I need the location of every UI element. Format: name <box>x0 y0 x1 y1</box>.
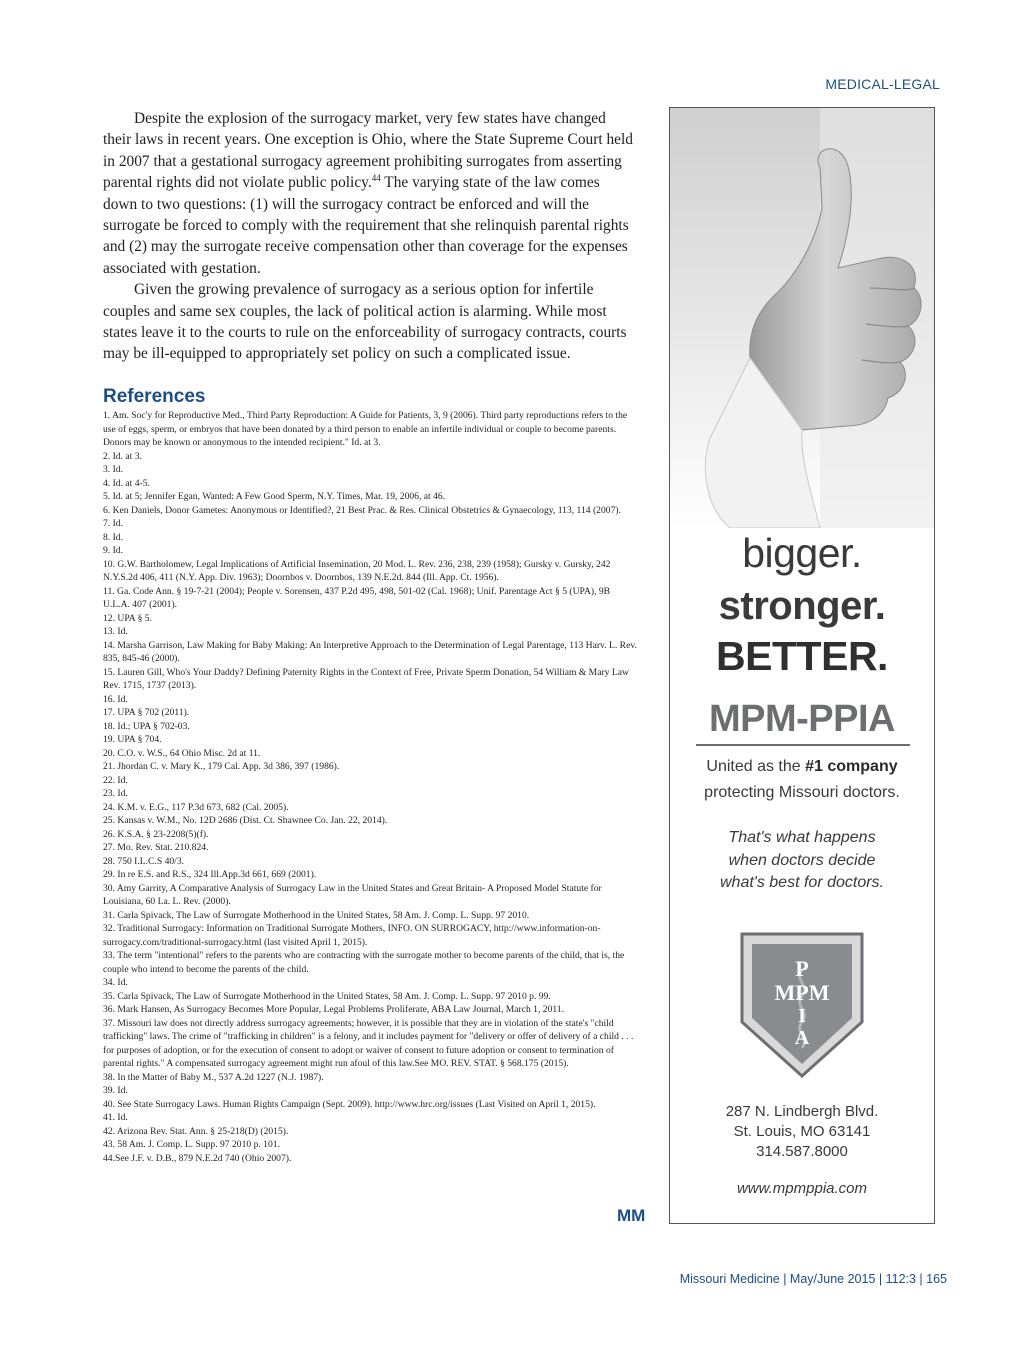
divider <box>696 744 910 746</box>
mpm-crest-logo <box>738 930 866 1080</box>
end-mark: MM <box>617 1206 646 1225</box>
page-footer: Missouri Medicine | May/June 2015 | 112:3 | 165 <box>679 1272 947 1286</box>
reference-item: 6. Ken Daniels, Donor Gametes: Anonymous or Identified?, 21 Best Prac. & Res. Clinical Obstetrics & Gynaecology, 113, 114 (2007). <box>103 504 621 516</box>
slogan-line-2: stronger. <box>718 584 886 628</box>
reference-item: 12. UPA § 5. <box>103 612 152 624</box>
company-claim <box>670 754 934 806</box>
article-paragraph-2: Given the growing prevalence of surrogacy as a serious option for infertile couples and same sex couples, the lack of political action is alarming. While most states leave it to the courts to rule on the enforceability of surrogacy contracts, courts may be ill-equipped to appropriately set policy on such a complicated issue. <box>103 281 627 363</box>
reference-item: 1. Am. Soc'y for Reproductive Med., Third Party Reproduction: A Guide for Patients, 3, 9 (2006). Third party reproductions refers to the use of eggs, sperm, or embryos that have been donated by a third person to enable an infertile individual or couple to become parents. Donors may be known or anonymous to the intended recipient." Id. at 3. <box>103 410 628 448</box>
reference-item: 33. The term "intentional" refers to the parents who are contracting with the surrogate mother to become parents of the child, that is, the couple who intend to become the parents of the child. <box>103 950 625 975</box>
reference-item: 3. Id. <box>103 464 123 475</box>
thumbs-up-icon <box>670 108 934 528</box>
reference-item: 24. K.M. v. E.G., 117 P.3d 673, 682 (Cal. 2005). <box>103 801 289 813</box>
slogan-line-1: bigger. <box>742 530 862 576</box>
brand-name: MPM-PPIA <box>709 698 895 740</box>
reference-item: 11. Ga. Code Ann. § 19-7-21 (2004); People v. Sorensen, 437 P.2d 495, 498, 501-02 (Cal. 1968); Unif. Parentage Act § 5 (UPA), 9B U.L.A. 407 (2001). <box>103 585 611 610</box>
reference-item: 27. Mo. Rev. Stat. 210.824. <box>103 842 209 853</box>
reference-item: 37. Missouri law does not directly address surrogacy agreements; however, it is possible that they are in violation of the state's "child trafficking" laws. The crime of "trafficking in children" is a felony, and it includes payment for "delivery or offer of delivery of a child . . . for purposes of adoption, or for the execution of consent to adopt or waiver of consent to future adoption or consent to termination of parental rights." A compensated surrogacy agreement might run afoul of this law.See MO. REV. STAT. § 568.175 (2015). <box>103 1017 634 1069</box>
reference-item: 42. Arizona Rev. Stat. Ann. § 25-218(D) (2015). <box>103 1125 289 1137</box>
reference-item: 35. Carla Spivack, The Law of Surrogate Motherhood in the United States, 58 Am. J. Comp. L. Supp. 97 2010 p. 99. <box>103 990 551 1002</box>
crest-letter-i: I <box>798 1005 806 1027</box>
reference-item: 7. Id. <box>103 518 123 529</box>
reference-item: 38. In the Matter of Baby M., 537 A.2d 1227 (N.J. 1987). <box>103 1071 324 1083</box>
reference-item: 30. Amy Garrity, A Comparative Analysis of Surrogacy Law in the United States and Great Britain- A Proposed Model Statute for Louisiana, 60 La. L. Rev. (2000). <box>103 882 602 907</box>
reference-item: 8. Id. <box>103 531 123 543</box>
reference-item: 28. 750 I.L.C.S 40/3. <box>103 855 185 867</box>
phone-number: 314.587.8000 <box>756 1143 848 1160</box>
reference-item: 41. Id. <box>103 1112 128 1123</box>
reference-item: 5. Id. at 5; Jennifer Egan, Wanted: A Few Good Sperm, N.Y. Times, Mar. 19, 2006, at 46. <box>103 491 446 502</box>
reference-item: 10. G.W. Bartholomew, Legal Implications of Artificial Insemination, 20 Mod. L. Rev. 236, 238, 239 (1958); Gursky v. Gursky, 242 N.Y.S.2d 406, 411 (N.Y. App. Div. 1963); Doornbos v. Doornbos, 139 N.E.2d. 844 (Ill. App. Ct. 1956). <box>103 558 611 583</box>
city-state-zip: St. Louis, MO 63141 <box>733 1123 871 1140</box>
references-heading: References <box>103 386 206 407</box>
reference-item: 2. Id. at 3. <box>103 450 142 462</box>
paragraph-text: Despite the explosion of the surrogacy market, very few states have changed their laws in recent years. One exception is Ohio, where the State Supreme Court held in 2007 that a gestational surrogacy agreement prohibiting surrogates from asserting parental rights did not violate public policy. <box>103 110 633 192</box>
tagline-line-3: what's best for doctors. <box>719 874 884 891</box>
thumbs-up-photo <box>670 108 934 528</box>
reference-item: 40. See State Surrogacy Laws. Human Rights Campaign (Sept. 2009). http://www.hrc.org/issues (Last Visited on April 1, 2015). <box>103 1098 596 1110</box>
reference-item: 14. Marsha Garrison, Law Making for Baby Making: An Interpretive Approach to the Determination of Legal Parentage, 113 Harv. L. Rev. 835, 845-46 (2000). <box>103 639 637 664</box>
reference-item: 29. In re E.S. and R.S., 324 Ill.App.3d 661, 669 (2001). <box>103 869 317 880</box>
street-address: 287 N. Lindbergh Blvd. <box>725 1103 879 1120</box>
reference-item: 36. Mark Hansen, As Surrogacy Becomes More Popular, Legal Problems Proliferate, ABA Law Journal, March 1, 2011. <box>103 1004 564 1015</box>
reference-item: 21. Jhordan C. v. Mary K., 179 Cal. App. 3d 386, 397 (1986). <box>103 761 340 772</box>
reference-item: 18. Id.; UPA § 702-03. <box>103 720 190 732</box>
reference-item: 26. K.S.A. § 23-2208(5)(f). <box>103 828 209 840</box>
reference-item: 9. Id. <box>103 545 123 556</box>
reference-item: 25. Kansas v. W.M., No. 12D 2686 (Dist. Ct. Shawnee Co. Jan. 22, 2014). <box>103 815 388 826</box>
references-list <box>103 409 639 1165</box>
article-body <box>103 108 633 365</box>
crest-letter-p: P <box>795 956 809 981</box>
claim-line-2: protecting Missouri doctors. <box>704 784 900 801</box>
reference-item: 20. C.O. v. W.S., 64 Ohio Misc. 2d at 11. <box>103 747 261 759</box>
address-block <box>670 1102 934 1162</box>
article-paragraph-1 <box>103 108 633 279</box>
advertisement <box>669 107 935 1224</box>
reference-item: 31. Carla Spivack, The Law of Surrogate Motherhood in the United States, 58 Am. J. Comp. L. Supp. 97 2010. <box>103 909 530 921</box>
reference-item: 22. Id. <box>103 774 128 786</box>
paragraph-text: The varying state of the law comes down to two questions: (1) will the surrogacy contract be enforced and will the surrogate be forced to comply with the requirement that she relinquish parental rights and (2) may the surrogate receive compensation other than coverage for the expenses associated with gestation. <box>103 174 629 277</box>
claim-emphasis: #1 company <box>805 758 898 775</box>
section-label: MEDICAL-LEGAL <box>825 76 940 92</box>
reference-item: 19. UPA § 704. <box>103 734 162 745</box>
reference-item: 15. Lauren Gill, Who's Your Daddy? Defining Paternity Rights in the Context of Free, Private Sperm Donation, 54 William & Mary Law Rev. 1715, 1737 (2013). <box>103 666 629 691</box>
footnote-marker: 44 <box>371 173 381 184</box>
reference-item: 43. 58 Am. J. Comp. L. Supp. 97 2010 p. 101. <box>103 1139 280 1150</box>
reference-item: 13. Id. <box>103 626 128 637</box>
reference-item: 34. Id. <box>103 977 128 988</box>
tagline <box>670 827 934 895</box>
reference-item: 16. Id. <box>103 693 128 705</box>
tagline-line-2: when doctors decide <box>728 851 876 869</box>
reference-item: 32. Traditional Surrogacy: Information on Traditional Surrogate Mothers, INFO. ON SURROGACY, http://www.information-on-surrogacy.com/traditional-surrogacy.html (last visited April 1, 2015). <box>103 923 601 948</box>
crest-letters-mpm: MPM <box>774 980 830 1005</box>
slogan-line-3: BETTER. <box>716 633 888 679</box>
reference-item: 23. Id. <box>103 788 128 799</box>
reference-item: 17. UPA § 702 (2011). <box>103 707 190 718</box>
tagline-line-1: That's what happens <box>728 829 876 846</box>
website-link[interactable]: www.mpmppia.com <box>736 1180 868 1197</box>
claim-text: United as the <box>706 758 806 775</box>
reference-item: 4. Id. at 4-5. <box>103 477 150 489</box>
reference-item: 39. Id. <box>103 1085 128 1096</box>
reference-item: 44.See J.F. v. D.B., 879 N.E.2d 740 (Ohio 2007). <box>103 1152 292 1164</box>
claim-line-1 <box>670 754 934 780</box>
crest-letter-a: A <box>794 1027 810 1049</box>
